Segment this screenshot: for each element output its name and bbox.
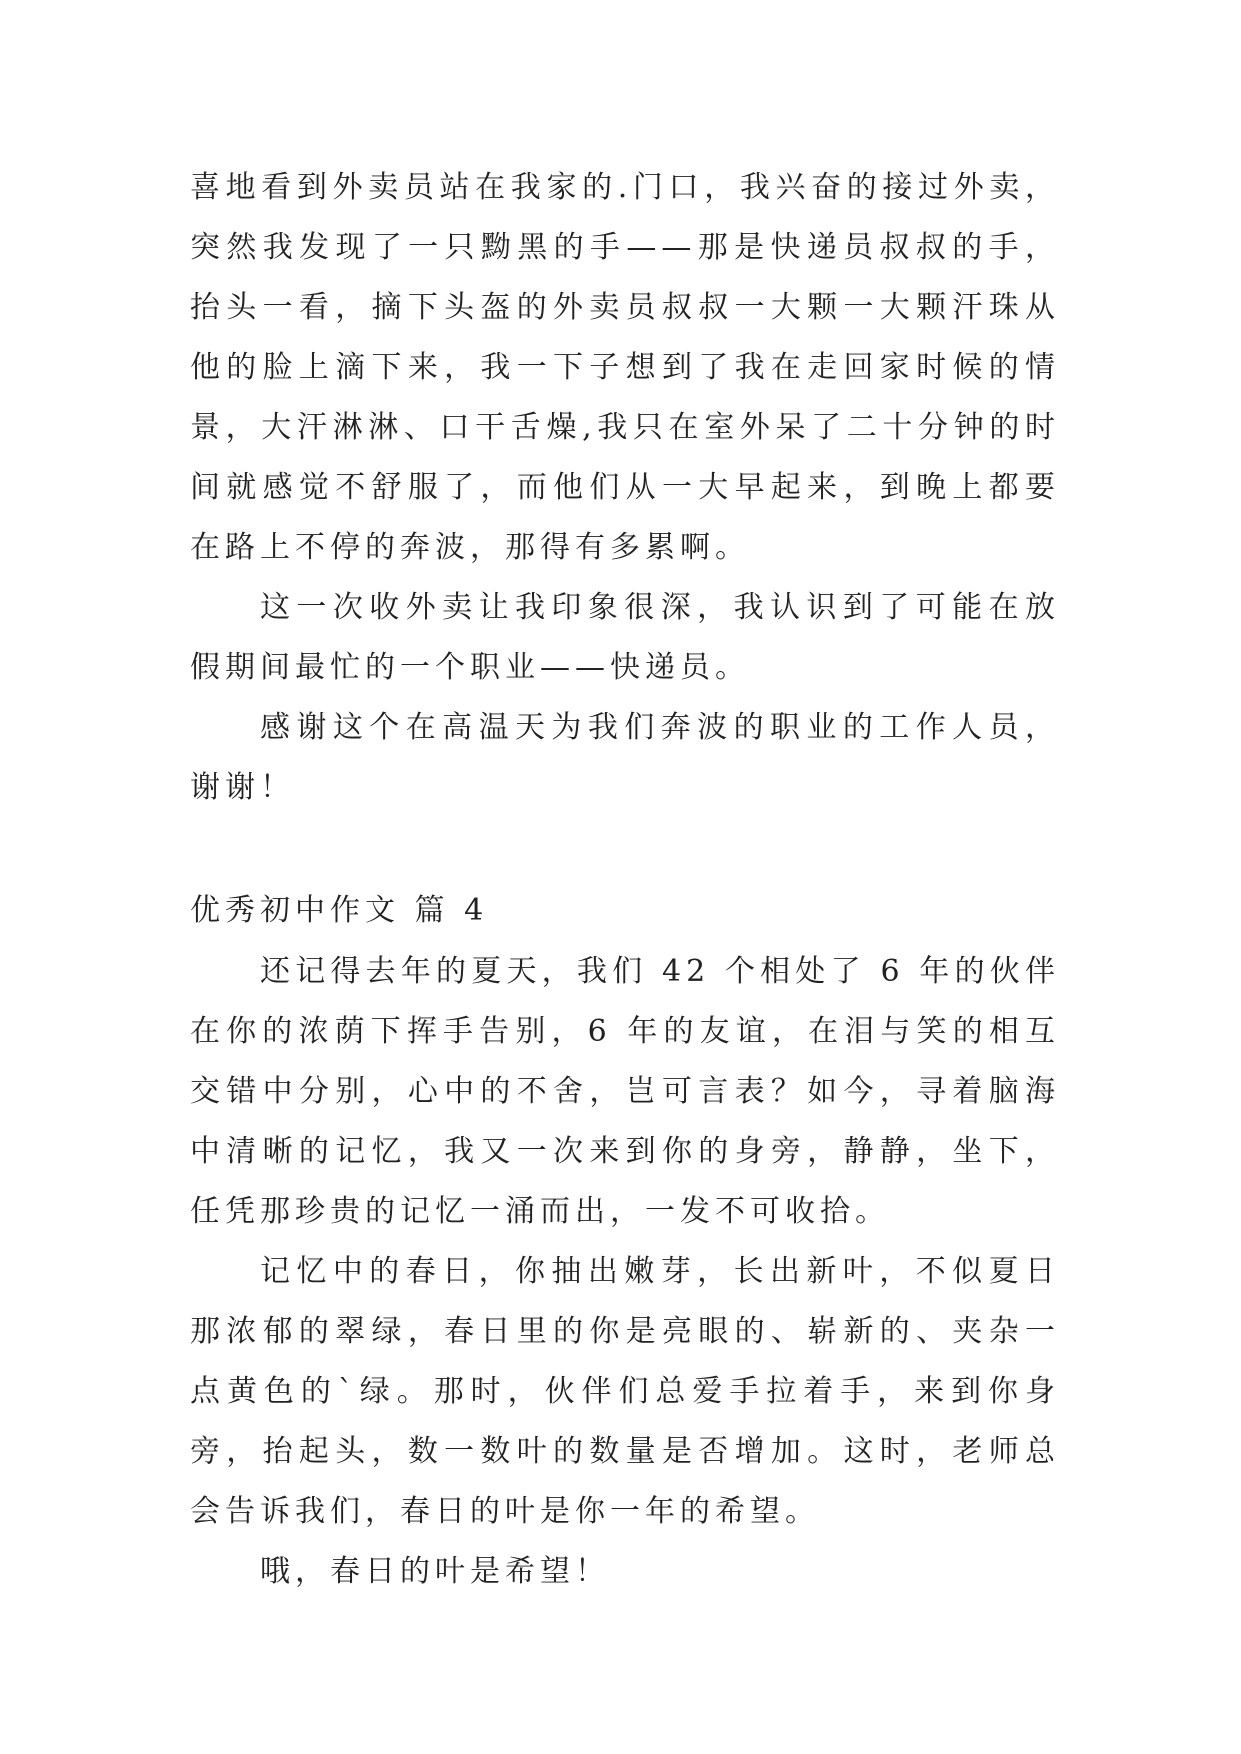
document-body <box>190 158 1060 1602</box>
paragraph-section4-3: 哦，春日的叶是希望！ <box>260 1554 610 1589</box>
paragraph-continued-1: 喜地看到外卖员站在我家的.门口，我兴奋的接过外卖，突然我发现了一只黝黑的手——那是快递员叔叔的手，抬头一看，摘下头盔的外卖员叔叔一大颗一大颗汗珠从他的脸上滴下来，我一下子想到了我在走回家时候的情景，大汗淋淋、口干舌燥,我只在室外呆了二十分钟的时间就感觉不舒服了，而他们从一大早起来，到晚上都要在路上不停的奔波，那得有多累啊。 <box>190 170 1060 565</box>
section-heading: 优秀初中作文 篇 4 <box>190 893 489 928</box>
section-gap <box>190 818 1060 880</box>
paragraph-continued-3: 感谢这个在高温天为我们奔波的职业的工作人员，谢谢！ <box>190 710 1060 805</box>
paragraph-continued-2: 这一次收外卖让我印象很深，我认识到了可能在放假期间最忙的一个职业——快递员。 <box>190 590 1060 685</box>
paragraph-section4-1: 还记得去年的夏天，我们 42 个相处了 6 年的伙伴在你的浓荫下挥手告别，6 年的友谊，在泪与笑的相互交错中分别，心中的不舍，岂可言表？如今，寻着脑海中清晰的记忆，我又一次来到你的身旁，静静，坐下，任凭那珍贵的记忆一涌而出，一发不可收拾。 <box>190 954 1060 1229</box>
paragraph-section4-2: 记忆中的春日，你抽出嫩芽，长出新叶，不似夏日那浓郁的翠绿，春日里的你是亮眼的、崭新的、夹杂一点黄色的`绿。那时，伙伴们总爱手拉着手，来到你身旁，抬起头，数一数叶的数量是否增加。这时，老师总会告诉我们，春日的叶是你一年的希望。 <box>190 1254 1060 1529</box>
